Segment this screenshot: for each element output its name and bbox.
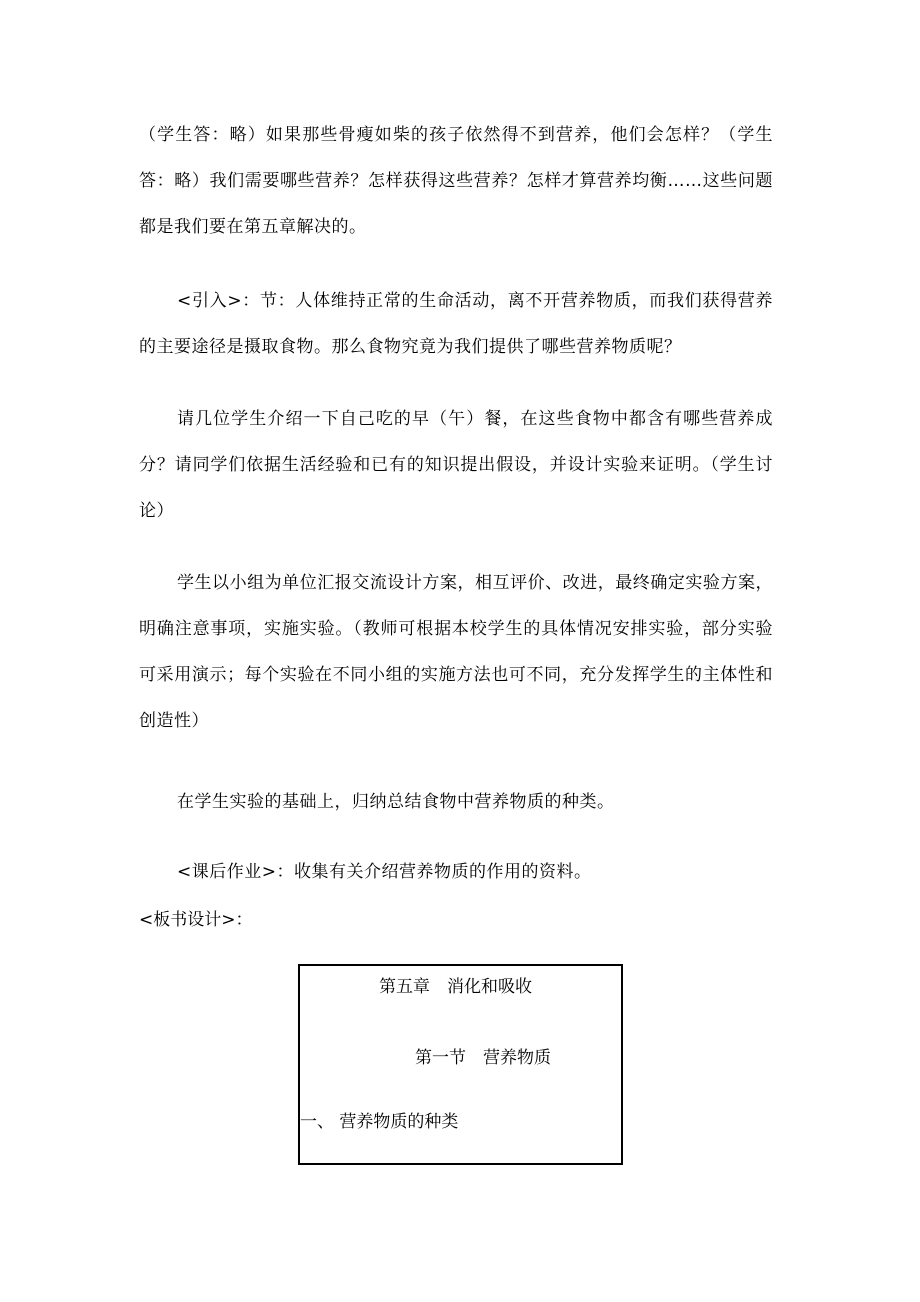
- board-design-box: [298, 964, 623, 1165]
- paragraph-summary: 在学生实验的基础上，归纳总结食物中营养物质的种类。: [177, 792, 615, 812]
- paragraph-student-answers: （学生答：略）如果那些骨瘦如柴的孩子依然得不到营养，他们会怎样？（学生答：略）我们需要哪些营养？怎样获得这些营养？怎样才算营养均衡……这些问题都是我们要在第五章解决的。: [139, 125, 773, 237]
- board-item-one: 一、 营养物质的种类: [300, 1112, 459, 1132]
- board-chapter-title: 第五章 消化和吸收: [379, 977, 532, 997]
- paragraph-breakfast-question: 请几位学生介绍一下自己吃的早（午）餐，在这些食物中都含有哪些营养成分？请同学们依据生活经验和已有的知识提出假设，并设计实验来证明。（学生讨论）: [139, 409, 773, 521]
- paragraph-introduction: <引入>：节：人体维持正常的生命活动，离不开营养物质，而我们获得营养的主要途径是摄取食物。那么食物究竟为我们提供了哪些营养物质呢？: [139, 291, 773, 357]
- paragraph-group-experiment: 学生以小组为单位汇报交流设计方案，相互评价、改进，最终确定实验方案，明确注意事项，实施实验。（教师可根据本校学生的具体情况安排实验，部分实验可采用演示；每个实验在不同小组的实施方法也可不同，充分发挥学生的主体性和创造性）: [139, 573, 773, 731]
- board-design-heading: <板书设计>：: [139, 910, 253, 930]
- paragraph-homework: <课后作业>：收集有关介绍营养物质的作用的资料。: [177, 862, 592, 882]
- board-section-title: 第一节 营养物质: [415, 1048, 551, 1068]
